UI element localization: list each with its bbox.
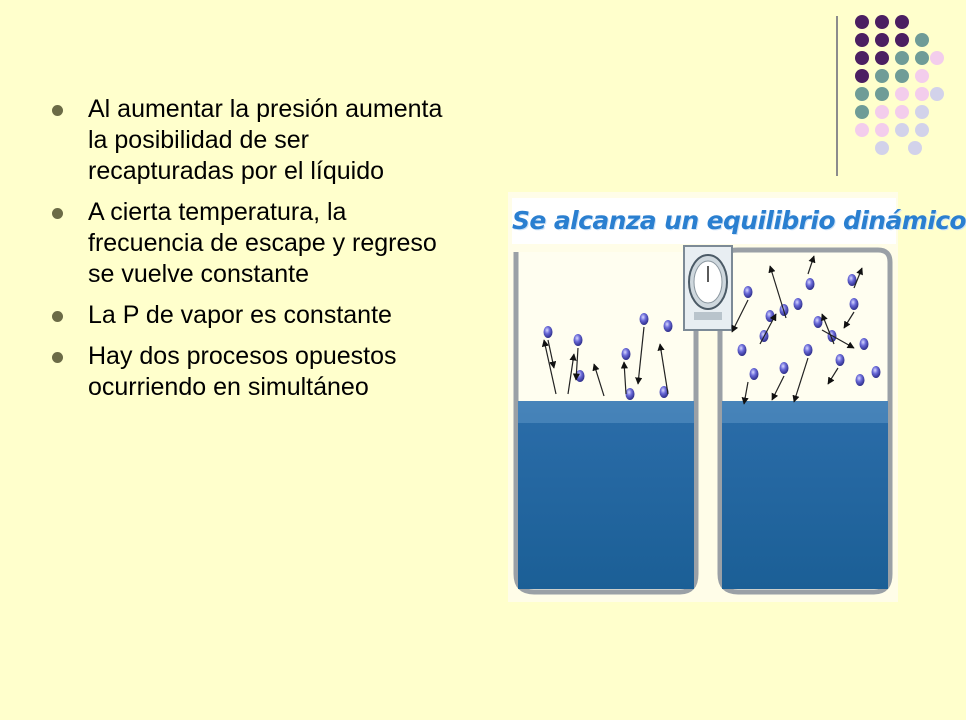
illustration-title: Se alcanza un equilibrio dinámico [512,198,896,244]
molecule-icon [860,338,869,350]
decorative-dot [895,33,909,47]
bullet-icon [52,105,63,116]
containers-diagram [508,244,898,602]
equilibrium-illustration [508,192,966,602]
decorative-dot [915,69,929,83]
decorative-dot [895,69,909,83]
right-liquid [722,401,888,589]
decorative-dot [875,15,889,29]
decorative-dot [875,33,889,47]
molecule-icon [626,388,635,400]
molecule-icon [804,344,813,356]
decorative-dot [895,123,909,137]
decorative-dot [855,33,869,47]
molecule-icon [744,286,753,298]
molecule-icon [574,334,583,346]
molecule-icon [544,326,553,338]
decorative-divider-line [836,16,838,176]
decorative-dot [875,123,889,137]
molecule-icon [794,298,803,310]
decorative-dot [875,51,889,65]
decorative-dot [930,87,944,101]
molecule-icon [738,344,747,356]
decorative-dot [895,87,909,101]
decorative-dot [855,105,869,119]
molecule-icon [664,320,673,332]
decorative-dot [915,123,929,137]
decorative-dot [875,69,889,83]
decorative-dot [855,15,869,29]
decorative-dot [855,87,869,101]
right-container [720,250,890,592]
left-liquid [518,401,694,589]
decorative-dot [855,51,869,65]
decorative-dot [915,105,929,119]
molecule-icon [806,278,815,290]
molecule-icon [640,313,649,325]
decorative-dot [895,51,909,65]
decorative-dot [875,141,889,155]
molecule-icon [850,298,859,310]
bullet-item [52,94,452,187]
molecule-icon [750,368,759,380]
decorative-dot [915,87,929,101]
decorative-dot [855,123,869,137]
bullet-text: La P de vapor es constante [88,301,392,329]
molecule-icon [780,362,789,374]
bullet-text: Al aumentar la presión aumenta la posibilidad de ser recapturadas por el líquido [88,95,443,185]
bullet-text: Hay dos procesos opuestos ocurriendo en simultáneo [88,342,397,401]
bullet-icon [52,311,63,322]
bullet-list [52,94,452,413]
bullet-text: A cierta temperatura, la frecuencia de escape y regreso se vuelve constante [88,198,437,288]
molecule-icon [814,316,823,328]
decorative-dot [895,15,909,29]
pressure-gauge-icon [684,246,732,330]
bullet-item [52,300,452,331]
molecule-icon [836,354,845,366]
decorative-dot [875,87,889,101]
decorative-dot [908,141,922,155]
bullet-item [52,341,452,403]
decorative-dot [875,105,889,119]
molecule-icon [622,348,631,360]
decorative-dot [895,105,909,119]
molecule-icon [872,366,881,378]
left-container [516,252,696,592]
molecule-icon [856,374,865,386]
bullet-icon [52,208,63,219]
bullet-item [52,197,452,290]
bullet-icon [52,352,63,363]
decorative-dot [930,51,944,65]
decorative-dot [915,51,929,65]
decorative-dot [855,69,869,83]
decorative-dot [915,33,929,47]
